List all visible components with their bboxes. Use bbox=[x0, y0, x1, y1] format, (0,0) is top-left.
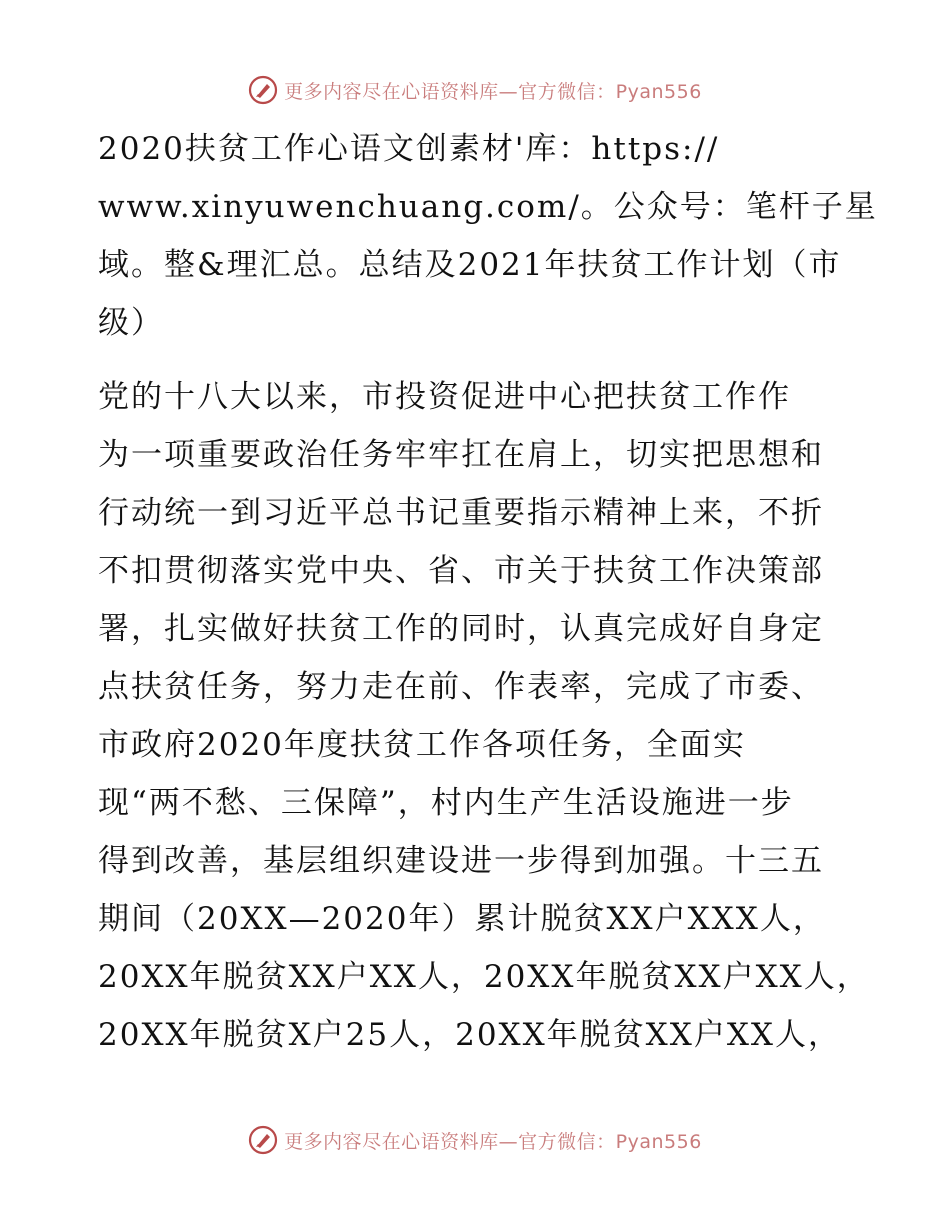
pen-nib-icon bbox=[248, 75, 278, 105]
paragraph-line: 为一项重要政治任务牢牢扛在肩上，切实把思想和 bbox=[98, 437, 824, 473]
paragraph-line: 得到改善，基层组织建设进一步得到加强。十三五 bbox=[98, 843, 824, 879]
body-paragraph bbox=[98, 368, 870, 1064]
paragraph-line: 20XX年脱贫X户25人，20XX年脱贫XX户XX人， bbox=[98, 1017, 841, 1053]
paragraph-line: 市政府2020年度扶贫工作各项任务，全面实 bbox=[98, 727, 746, 763]
title-line: 域。整&理汇总。总结及2021年扶贫工作计划（市 bbox=[98, 247, 842, 283]
header-banner-text: 更多内容尽在心语资料库—官方微信：Pyan556 bbox=[284, 80, 702, 103]
paragraph-line: 期间（20XX—2020年）累计脱贫XX户XXX人， bbox=[98, 901, 826, 937]
header-banner bbox=[0, 70, 950, 110]
footer-banner-text: 更多内容尽在心语资料库—官方微信：Pyan556 bbox=[284, 1130, 702, 1153]
pen-nib-icon bbox=[248, 1125, 278, 1155]
paragraph-line: 20XX年脱贫XX户XX人，20XX年脱贫XX户XX人， bbox=[98, 959, 870, 995]
paragraph-line: 不扣贯彻落实党中央、省、市关于扶贫工作决策部 bbox=[98, 553, 824, 589]
paragraph-line: 党的十八大以来，市投资促进中心把扶贫工作作 bbox=[98, 379, 791, 415]
footer-banner bbox=[0, 1120, 950, 1160]
title-line: www.xinyuwenchuang.com/。公众号：笔杆子星 bbox=[98, 189, 878, 225]
paragraph-line: 点扶贫任务，努力走在前、作表率，完成了市委、 bbox=[98, 669, 824, 705]
paragraph-line: 现“两不愁、三保障”，村内生产生活设施进一步 bbox=[98, 785, 794, 821]
title-line: 级） bbox=[98, 305, 164, 341]
title-line: 2020扶贫工作心语文创素材'库：https:// bbox=[98, 131, 720, 167]
document-title bbox=[98, 120, 878, 352]
document-body bbox=[98, 120, 878, 1064]
paragraph-line: 署，扎实做好扶贫工作的同时，认真完成好自身定 bbox=[98, 611, 824, 647]
paragraph-line: 行动统一到习近平总书记重要指示精神上来，不折 bbox=[98, 495, 824, 531]
